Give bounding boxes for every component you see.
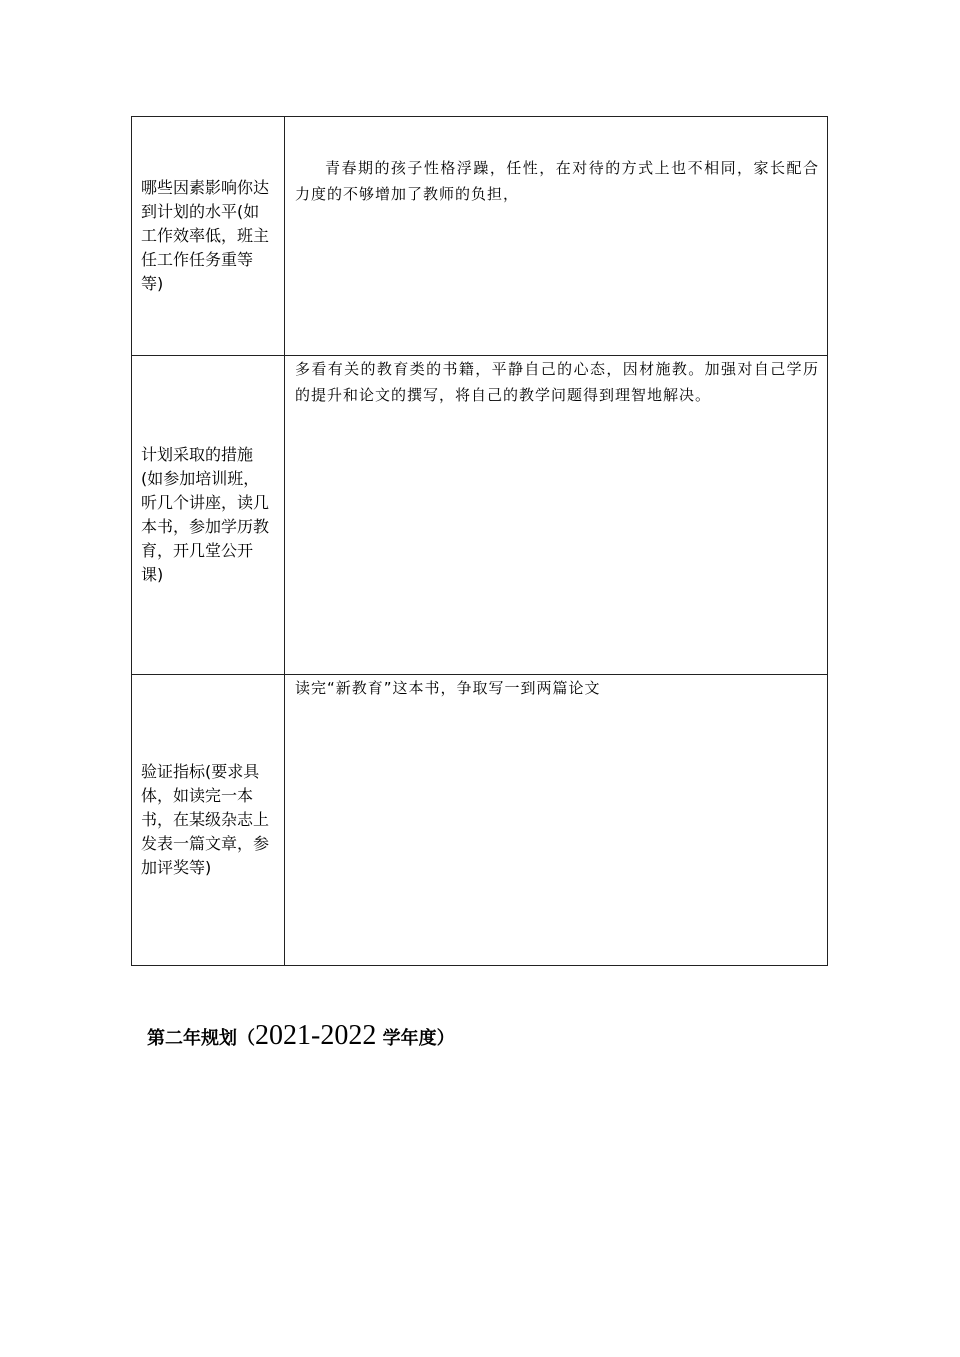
- measures-label-line: 本书，参加学历教: [141, 517, 270, 536]
- measures-label-line: 计划采取的措施: [141, 445, 254, 464]
- indicators-content: 读完“新教育”这本书，争取写一到两篇论文: [295, 679, 601, 697]
- content-cell-measures: [285, 356, 828, 675]
- table-row-indicators: [132, 675, 828, 966]
- label-cell-measures: [132, 356, 285, 675]
- indicators-label-line: 加评奖等): [141, 858, 212, 877]
- plan-table: [131, 116, 828, 966]
- heading-year: 2021-2022: [255, 1020, 377, 1051]
- measures-content: 多看有关的教育类的书籍，平静自己的心态，因材施教。加强对自己学历的提升和论文的撰写，将自己的教学问题得到理智地解决。: [295, 360, 819, 404]
- indicators-label-line: 发表一篇文章，参: [141, 834, 270, 853]
- factors-label: [132, 176, 284, 296]
- indicators-label: [132, 760, 284, 880]
- measures-label-line: 育，开几堂公开: [141, 541, 254, 560]
- indicators-label-line: 验证指标(要求具: [141, 762, 260, 781]
- content-cell-factors: [285, 117, 828, 356]
- section-heading: [147, 1020, 455, 1052]
- heading-prefix: 第二年规划（: [147, 1028, 255, 1049]
- content-cell-indicators: [285, 675, 828, 966]
- measures-label: [132, 443, 284, 587]
- measures-label-line: (如参加培训班，: [141, 469, 260, 488]
- indicators-label-line: 书，在某级杂志上: [141, 810, 270, 829]
- indicators-label-line: 体，如读完一本: [141, 786, 254, 805]
- factors-label-line: 等): [141, 274, 164, 293]
- factors-content: 青春期的孩子性格浮躁，任性，在对待的方式上也不相同，家长配合力度的不够增加了教师的负担，: [295, 159, 819, 203]
- table-row-factors: [132, 117, 828, 356]
- factors-label-line: 哪些因素影响你达: [141, 178, 270, 197]
- factors-label-line: 任工作任务重等: [141, 250, 254, 269]
- measures-label-line: 听几个讲座，读几: [141, 493, 270, 512]
- heading-suffix: 学年度）: [376, 1028, 455, 1049]
- label-cell-factors: [132, 117, 285, 356]
- table-row-measures: [132, 356, 828, 675]
- label-cell-indicators: [132, 675, 285, 966]
- factors-label-line: 到计划的水平(如: [141, 202, 260, 221]
- factors-label-line: 工作效率低，班主: [141, 226, 270, 245]
- measures-label-line: 课): [141, 565, 164, 584]
